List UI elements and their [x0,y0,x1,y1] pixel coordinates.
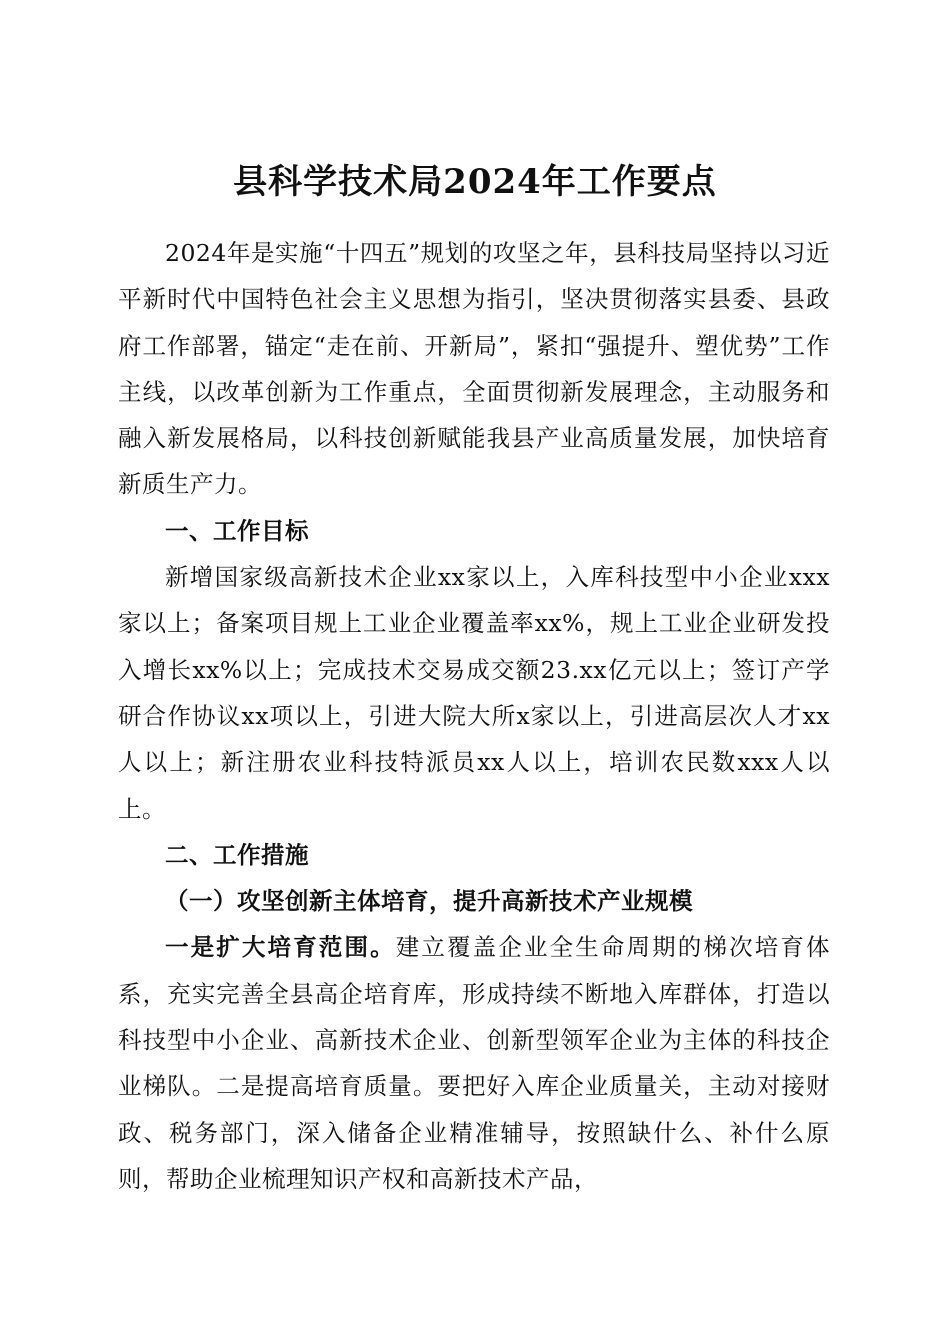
section-heading-measures: 二、工作措施 [165,840,309,869]
document-body [118,230,830,1202]
goals-paragraph: 新增国家级高新技术企业xx家以上，入库科技型中小企业xxx家以上；备案项目规上工业企业覆盖率xx%，规上工业企业研发投入增长xx%以上；完成技术交易成交额23.xx亿元以上；签订产学研合作协议xx项以上，引进大院大所x家以上，引进高层次人才xx人以上；新注册农业科技特派员xx人以上，培训农民数xxx人以上。 [118,563,830,823]
section-heading-goals: 一、工作目标 [165,516,309,545]
paragraph-text: 建立覆盖企业全生命周期的梯次培育体系，充实完善全县高企培育库，形成持续不断地入库群体，打造以科技型中小企业、高新技术企业、创新型领军企业为主体的科技企业梯队。二是提高培育质量。要把好入库企业质量关，主动对接财政、税务部门，深入储备企业精准辅导，按照缺什么、补什么原则，帮助企业梳理知识产权和高新技术产品， [118,933,831,1193]
subsection-heading-1: （一）攻坚创新主体培育，提升高新技术产业规模 [165,887,693,916]
intro-paragraph: 2024年是实施“十四五”规划的攻坚之年，县科技局坚持以习近平新时代中国特色社会主义思想为指引，坚决贯彻落实县委、县政府工作部署，锚定“走在前、开新局”，紧扣“强提升、塑优势”工作主线，以改革创新为工作重点，全面贯彻新发展理念，主动服务和融入新发展格局，以科技创新赋能我县产业高质量发展，加快培育新质生产力。 [118,239,830,499]
measures-paragraph-1 [118,924,830,1202]
paragraph-lead: 一是扩大培育范围。 [165,933,396,962]
document-title: 县科学技术局2024年工作要点 [233,161,717,202]
